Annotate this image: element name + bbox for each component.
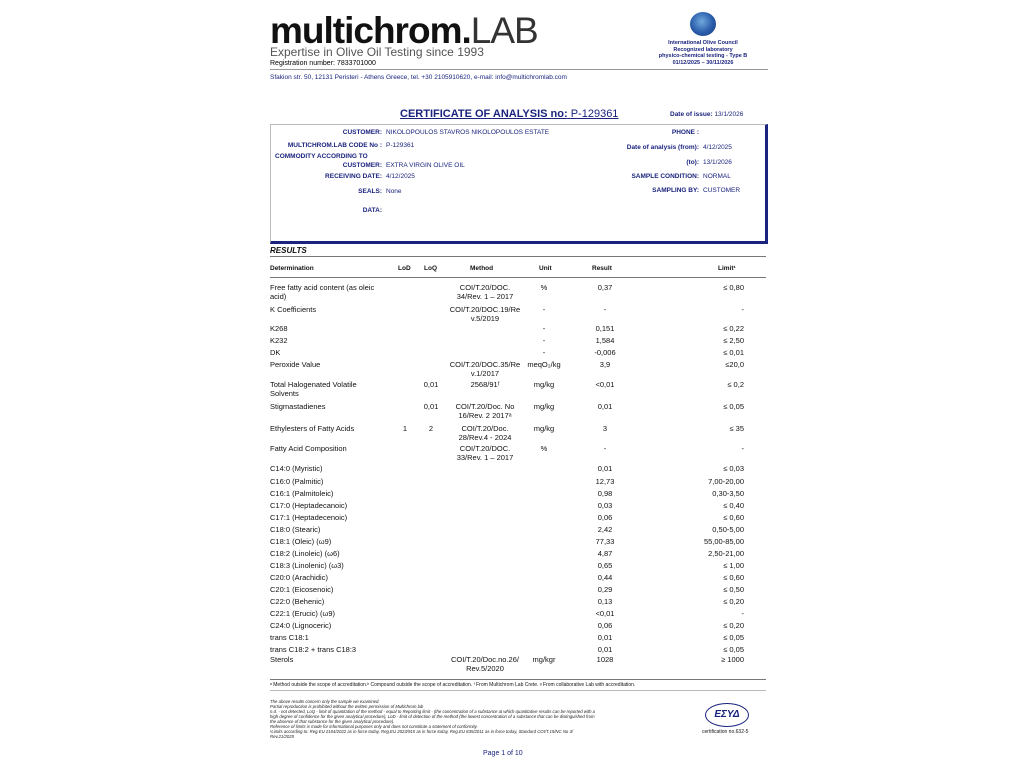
unit-cell: -: [542, 324, 546, 333]
result-cell: <0,01: [595, 609, 615, 618]
header-divider: [270, 69, 768, 70]
unit-cell: mg/kg: [533, 402, 555, 411]
result-cell: 0,01: [597, 645, 613, 654]
header-determination: Determination: [270, 265, 314, 272]
determination-cell: [270, 464, 400, 473]
method-cell: [444, 655, 526, 673]
result-cell: 0,06: [597, 513, 613, 522]
limit-cell: ≤ 0,80: [723, 283, 744, 292]
determination-line: Fatty Acid Composition: [270, 444, 347, 453]
code-label: MULTICHROM.LAB CODE No :: [287, 142, 382, 149]
receiving-value: 4/12/2025: [386, 173, 415, 180]
determination-cell: [270, 402, 400, 411]
determination-cell: [270, 360, 400, 369]
unit-cell: %: [540, 444, 548, 453]
method-line: COI/T.20/Doc.no.26/: [451, 655, 519, 664]
determination-cell: [270, 655, 400, 664]
determination-cell: [270, 537, 400, 546]
limit-cell: ≤ 0,03: [723, 464, 744, 473]
multichrom-logo: multichrom.LAB: [270, 10, 538, 51]
result-cell: 0,98: [597, 489, 613, 498]
determination-line: K268: [270, 324, 288, 333]
result-cell: 0,01: [597, 464, 613, 473]
ioc-recognition: International Olive Council Recognized laboratory physico-chemical testing - Type B 01/12/2025 – 30/11/2026: [658, 40, 748, 66]
limit-cell: -: [741, 444, 744, 453]
unit-cell: %: [540, 283, 548, 292]
method-line: v.5/2019: [470, 314, 500, 323]
limit-cell: ≤ 0,2: [727, 380, 744, 389]
determination-line: acid): [270, 292, 287, 301]
limit-cell: 55,00-85,00: [703, 537, 744, 546]
determination-line: trans C18:1: [270, 633, 309, 642]
method-line: 2568/91ᶠ: [470, 380, 500, 389]
determination-line: Sterols: [270, 655, 294, 664]
result-cell: 0,44: [597, 573, 613, 582]
limit-cell: ≥ 1000: [721, 655, 744, 664]
determination-line: C20:0 (Arachidic): [270, 573, 328, 582]
seals-label: SEALS:: [358, 188, 382, 195]
analysis-to-value: 13/1/2026: [703, 159, 732, 166]
limit-cell: ≤20,0: [725, 360, 744, 369]
determination-cell: [270, 501, 400, 510]
determination-line: C22:0 (Behenic): [270, 597, 325, 606]
lab-address: Sfakion str. 50, 12131 Peristeri - Athens Greece, tel. +30 2105910620, e-mail: info@multichromlab.com: [270, 74, 567, 81]
limit-cell: 0,50-5,00: [712, 525, 744, 534]
certificate-page: [258, 0, 778, 768]
limit-cell: ≤ 0,60: [723, 573, 744, 582]
certification-number: certification no.632-5: [702, 729, 749, 735]
determination-cell: [270, 477, 400, 486]
determination-line: C14:0 (Myristic): [270, 464, 323, 473]
analysis-to-label: (to):: [686, 159, 699, 166]
limit-cell: ≤ 0,22: [723, 324, 744, 333]
determination-cell: [270, 380, 400, 398]
result-cell: 0,29: [597, 585, 613, 594]
determination-cell: [270, 324, 400, 333]
sampling-by-label: SAMPLING BY:: [652, 187, 699, 194]
data-label: DATA:: [362, 207, 382, 214]
limit-cell: ≤ 2,50: [723, 336, 744, 345]
tagline: Expertise in Olive Oil Testing since 1993: [270, 45, 484, 59]
limit-cell: ≤ 1,00: [723, 561, 744, 570]
determination-line: C16:1 (Palmitoleic): [270, 489, 334, 498]
lod-cell: 1: [402, 424, 408, 433]
commodity-value: EXTRA VIRGIN OLIVE OIL: [386, 162, 465, 169]
analysis-from-label: Date of analysis (from):: [626, 144, 699, 151]
determination-cell: [270, 561, 400, 570]
determination-cell: [270, 633, 400, 642]
unit-cell: -: [542, 305, 546, 314]
determination-cell: [270, 525, 400, 534]
sample-condition-value: NORMAL: [703, 173, 731, 180]
determination-line: Peroxide Value: [270, 360, 321, 369]
result-cell: <0,01: [595, 380, 615, 389]
determination-line: Stigmastadienes: [270, 402, 326, 411]
determination-line: K Coefficients: [270, 305, 317, 314]
limit-cell: ≤ 0,20: [723, 621, 744, 630]
determination-cell: [270, 513, 400, 522]
determination-line: C18:3 (Linolenic) (ω3): [270, 561, 344, 570]
determination-line: C17:0 (Heptadecanoic): [270, 501, 348, 510]
determination-cell: [270, 348, 400, 357]
page-number: Page 1 of 10: [483, 750, 523, 757]
method-line: COI/T.20/DOC.19/Re: [449, 305, 521, 314]
results-rule-header: [270, 277, 766, 278]
determination-cell: [270, 609, 400, 618]
customer-value: NIKOLOPOULOS STAVROS NIKOLOPOULOS ESTATE: [386, 129, 550, 136]
method-line: COI/T.20/DOC.: [459, 283, 511, 292]
determination-cell: [270, 573, 400, 582]
limit-cell: ≤ 0,05: [723, 645, 744, 654]
method-line: v.1/2017: [470, 369, 500, 378]
determination-cell: [270, 549, 400, 558]
determination-cell: [270, 621, 400, 630]
determination-line: Ethylesters of Fatty Acids: [270, 424, 355, 433]
result-cell: 0,01: [597, 402, 613, 411]
commodity-label-1: COMMODITY ACCORDING TO: [275, 153, 368, 160]
result-cell: 0,06: [597, 621, 613, 630]
determination-line: C16:0 (Palmitic): [270, 477, 324, 486]
determination-cell: [270, 336, 400, 345]
determination-line: trans C18:2 + trans C18:3: [270, 645, 357, 654]
loq-cell: 0,01: [423, 402, 439, 411]
method-line: Rev.5/2020: [466, 664, 504, 673]
method-line: 28/Rev.4 - 2024: [458, 433, 512, 442]
limit-cell: ≤ 0,60: [723, 513, 744, 522]
result-cell: -: [603, 305, 607, 314]
method-cell: [444, 360, 526, 378]
limit-cell: 2,50-21,00: [708, 549, 744, 558]
phone-label: PHONE :: [671, 129, 699, 136]
method-cell: [444, 444, 526, 462]
determination-cell: [270, 645, 400, 654]
determination-line: K232: [270, 336, 288, 345]
determination-line: C17:1 (Heptadecenoic): [270, 513, 348, 522]
method-cell: [444, 424, 526, 442]
method-line: COI/T.20/DOC.35/Re: [449, 360, 521, 369]
results-rule-top: [270, 256, 766, 257]
analysis-from-value: 4/12/2025: [703, 144, 732, 151]
results-rule-bottom: [270, 679, 766, 680]
result-cell: 4,87: [597, 549, 613, 558]
result-cell: -0,006: [594, 348, 616, 357]
determination-line: Total Halogenated Volatile: [270, 380, 357, 389]
determination-line: C18:2 (Linoleic) (ω6): [270, 549, 340, 558]
unit-cell: mg/kg: [533, 424, 555, 433]
determination-cell: [270, 597, 400, 606]
method-line: COI/T.20/Doc. No: [455, 402, 515, 411]
determination-line: C18:1 (Oleic) (ω9): [270, 537, 332, 546]
result-cell: 0,13: [597, 597, 613, 606]
result-cell: 0,151: [595, 324, 615, 333]
result-cell: 1,584: [595, 336, 615, 345]
commodity-label-2: CUSTOMER:: [342, 162, 382, 169]
issue-date: Date of issue: 13/1/2026: [670, 111, 744, 118]
result-cell: 0,37: [597, 283, 613, 292]
header-method: Method: [470, 265, 494, 272]
determination-cell: [270, 585, 400, 594]
determination-cell: [270, 305, 400, 314]
header-result: Result: [592, 265, 612, 272]
result-cell: 2,42: [597, 525, 613, 534]
determination-line: C24:0 (Lignoceric): [270, 621, 332, 630]
limit-cell: -: [741, 305, 744, 314]
sample-condition-label: SAMPLE CONDITION:: [631, 173, 699, 180]
limit-cell: ≤ 0,50: [723, 585, 744, 594]
disclaimer: The above results concern only the sample we examined. Partial reproduction is prohibited without the written permission of Multichrom lab n.d. - not detected, LoQ - limit of quantitation of the method - equal to Reporting limit - (the concentration of a substance at which quantitative results can be reported with a high degree of confidence for the given analytical procedure), LoD - limit of detection of the method (the lowest concentration of a substance that can be distinguished from the absence of that substance for the given analytical procedure). Reference of limits is made for informational purposes only and does not constitute a statement of conformity. ¹Limits according to: Reg.EU 2104/2022 as in force today, Reg.EU 2023/915 as in force today, Reg.EU 835/2011 as in force today, Standard COI/T.15/NC No 3/ Rev.21/2025: [270, 699, 596, 739]
customer-label: CUSTOMER:: [342, 129, 382, 136]
result-cell: 0,65: [597, 561, 613, 570]
method-line: 33/Rev. 1 – 2017: [456, 453, 514, 462]
method-line: 16/Rev. 2 2017ᵃ: [458, 411, 512, 420]
certificate-title: CERTIFICATE OF ANALYSIS no: P-129361: [400, 108, 619, 120]
footer-divider: [270, 690, 766, 691]
footnotes: ᵃ Method outside the scope of accreditation.ᵇ Compound outside the scope of accreditation. ᶠ From Multichrom Lab Crete. ᵍ From collaborative Lab with accreditation.: [270, 682, 636, 688]
determination-cell: [270, 424, 400, 433]
determination-line: C22:1 (Erucic) (ω9): [270, 609, 336, 618]
loq-cell: 0,01: [423, 380, 439, 389]
method-line: 34/Rev. 1 – 2017: [456, 292, 514, 301]
seals-value: None: [386, 188, 402, 195]
limit-cell: ≤ 35: [729, 424, 744, 433]
determination-line: Free fatty acid content (as oleic: [270, 283, 375, 292]
limit-cell: 0,30-3,50: [712, 489, 744, 498]
unit-cell: -: [542, 348, 546, 357]
limit-cell: ≤ 0,01: [723, 348, 744, 357]
result-cell: 3: [602, 424, 608, 433]
result-cell: 0,01: [597, 633, 613, 642]
customer-info-box: [270, 124, 768, 244]
method-cell: [444, 283, 526, 301]
header-lod: LoD: [398, 265, 411, 272]
unit-cell: meqO₂/kg: [527, 360, 561, 369]
results-title: RESULTS: [270, 246, 307, 255]
receiving-label: RECEIVING DATE:: [325, 173, 382, 180]
limit-cell: ≤ 0,05: [723, 402, 744, 411]
limit-cell: ≤ 0,20: [723, 597, 744, 606]
header-limit: Limit¹: [718, 265, 736, 272]
header-unit: Unit: [539, 265, 552, 272]
method-cell: [444, 380, 526, 389]
determination-cell: [270, 489, 400, 498]
esyd-accreditation-logo: ΕΣΥΔ: [705, 703, 749, 727]
determination-line: Solvents: [270, 389, 299, 398]
limit-cell: -: [741, 609, 744, 618]
result-cell: 12,73: [595, 477, 615, 486]
determination-cell: [270, 444, 400, 453]
result-cell: 1028: [596, 655, 614, 664]
unit-cell: mg/kg: [533, 380, 555, 389]
result-cell: 0,03: [597, 501, 613, 510]
determination-line: C18:0 (Stearic): [270, 525, 321, 534]
unit-cell: mg/kgr: [532, 655, 556, 664]
result-cell: -: [603, 444, 607, 453]
method-line: COI/T.20/DOC.: [459, 444, 511, 453]
loq-cell: 2: [428, 424, 434, 433]
determination-line: DK: [270, 348, 281, 357]
method-cell: [444, 402, 526, 420]
limit-cell: ≤ 0,05: [723, 633, 744, 642]
method-cell: [444, 305, 526, 323]
determination-cell: [270, 283, 400, 301]
determination-line: C20:1 (Eicosenoic): [270, 585, 334, 594]
limit-cell: ≤ 0,40: [723, 501, 744, 510]
header-loq: LoQ: [424, 265, 437, 272]
registration-number: Registration number: 7833701000: [270, 60, 376, 67]
result-cell: 77,33: [595, 537, 615, 546]
result-cell: 3,9: [599, 360, 611, 369]
ioc-globe-icon: [690, 12, 716, 36]
code-value: P-129361: [386, 142, 415, 149]
unit-cell: -: [542, 336, 546, 345]
sampling-by-value: CUSTOMER: [703, 187, 741, 194]
method-line: COI/T.20/Doc.: [461, 424, 509, 433]
limit-cell: 7,00-20,00: [708, 477, 744, 486]
